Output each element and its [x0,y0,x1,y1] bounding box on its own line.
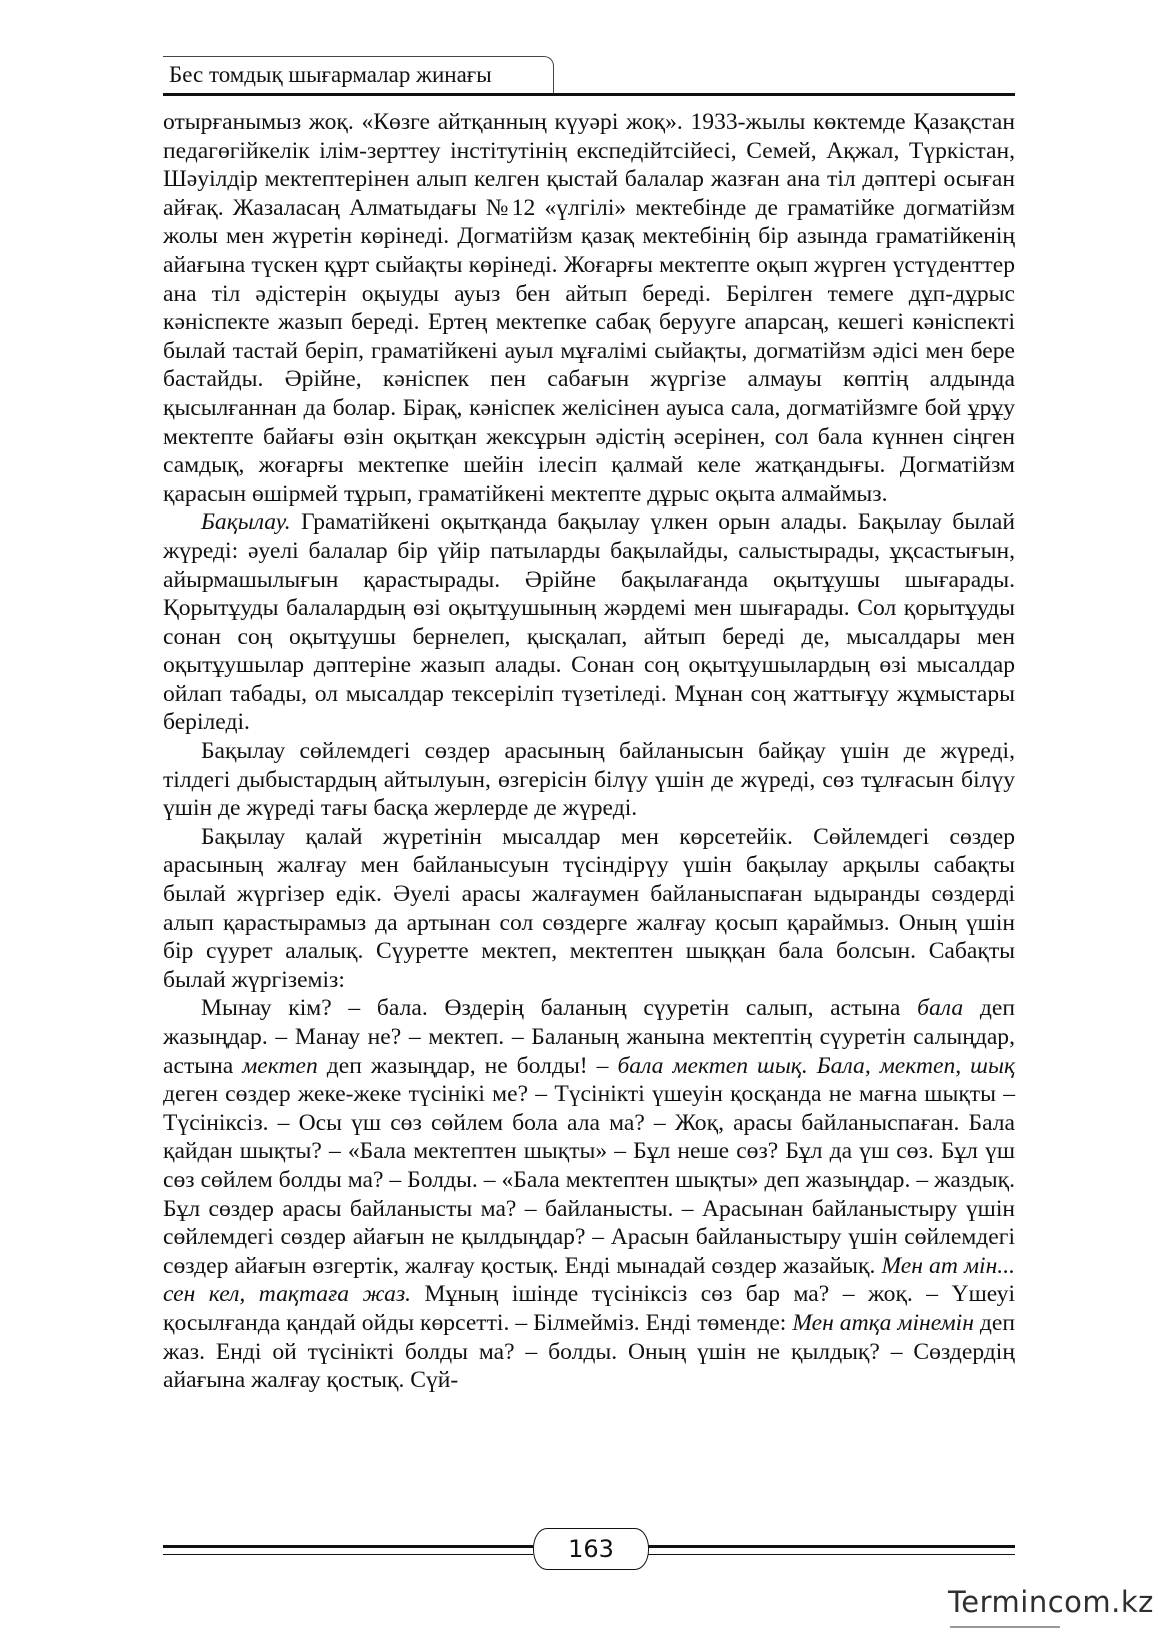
footer-rule-left [163,1545,533,1555]
italic-run: бала мектеп шық. Бала, мектеп, шық [617,1052,1015,1079]
text-run: деп жазыңдар. – Манау не? – мектеп. – Баланың жанына мектептің сүуретін салыңдар, астына [163,995,1015,1079]
text-run: Граматійкені оқытқанда бақылау үлкен орын алады. Бақылау былай жүреді: әуелі балалар бір үйір патыларды бақылайды, салыстырады, ұқсастығын, айырмашылығын қарастырады. Әрійне бақылағанда оқытұушы шығарады. Қорытұуды балалардың өзі оқытұушының жәрдемі мен шығарады. Сол қорытұуды сонан соң оқытұушы бернелеп, қысқалап, айтып береді де, мысалдары мен оқытұушылар дәптеріне жазып алады. Сонан соң оқытұушылардың өзі мысалдар ойлап табады, ол мысалдар тексеріліп түзетіледі. Мұнан соң жаттығұу жұмыстары беріледі. [163,509,1015,736]
watermark-underline [950,1626,1060,1628]
paragraph [163,737,1015,823]
page-number: 163 [533,1528,649,1570]
italic-run: бала [917,995,964,1022]
watermark-logo [948,1585,1154,1629]
italic-run: Мен ат мін... сен кел, тақтаға жаз. [163,1252,1015,1308]
paragraph [163,108,1015,508]
footer-rule-right [648,1545,1015,1555]
text-run: деп жазыңдар, не болды! – [317,1052,618,1079]
italic-run: Мен атқа мінемін [792,1309,974,1336]
page-body-text [163,108,1015,1395]
text-run: Бақылау қалай жүретінін мысалдар мен көрсетейік. Сөйлемдегі сөздер арасының жалғау мен байланысуын түсіндірүу үшін бақылау арқылы сабақты былай жүргізер едік. Әуелі арасы жалғаумен байланыспаған ыдыранды сөздерді алып қарастырамыз да артынан сол сөздерге жалғау қосып қараймыз. Оның үшін бір сүурет алалық. Сүуретте мектеп, мектептен шыққан бала болсын. Сабақты былай жүргіземіз: [163,823,1015,993]
paragraph [163,508,1015,737]
running-header [163,56,1015,96]
book-title: Бес томдық шығармалар жинағы [169,62,492,87]
text-run: отырғанымыз жоқ. «Көзге айтқанның күуәрі жоқ». 1933-жылы көктемде Қазақстан педагөгійкелік ілім-зерттеу інстітутінің експедійтсійесі, Семей, Ақжал, Түркістан, Шәуілдір мектептерінен алып келген қыстай балалар жазған ана тіл дәптері осыған айғақ. Жазаласаң Алматыдағы №12 «үлгілі» мектебінде де граматійке догматійзм жолы мен жүретін көрінеді. Догматійзм қазақ мектебінің бір азында граматійкенің айағына түскен құрт сыйақты көрінеді. Жоғарғы мектепте оқып жүрген үстүденттер ана тіл әдістерін оқыуды ауыз бен айтып береді. Берілген темеге дұп-дұрыс кәніспекте жазып береді. Ертең мектепке сабақ берууге апарсаң, кешегі кәніспекті былай тастай беріп, граматійкені ауыл мұғалімі сыйақты, догматійзм әдісі мен бере бастайды. Әрійне, кәніспек пен сабағын жүргізе алмауы көптің алдында қысылғаннан да болар. Бірақ, кәніспек желісінен ауыса сала, догматійзмге бой ұрұу мектепте байағы өзін оқытқан жексұрын әдістің әсерінен, сол бала күннен сіңген самдық, жоғарғы мектепке шейін ілесіп қалмай келе жатқандығы. Догматійзм қарасын өшірмей тұрып, граматійкені мектепте дұрыс оқыта алмаймыз. [163,109,1015,507]
text-run: деген сөздер жеке-жеке түсінікі ме? – Түсінікті үшеуін қосқанда не мағна шықты – Түсініксіз. – Осы үш сөз сөйлем бола ала ма? – Жоқ, арасы байланыспаған. Бала қайдан шықты? – «Бала мектептен шықты» – Бұл неше сөз? Бұл да үш сөз. Бұл үш сөз сөйлем болды ма? – Болды. – «Бала мектептен шықты» деп жазыңдар. – жаздық. Бұл сөздер арасы байланысты ма? – байланысты. – Арасынан байланыстыру үшін сөйлемдегі сөздер айағын не қылдыңдар? – Арасын байланыстыру үшін сөйлемдегі сөздер айағын өзгертік, жалғау қостық. Енді мынадай сөздер жазайық. [163,1081,1015,1279]
italic-run: Бақылау. [201,509,291,536]
watermark-text: Termincom.kz [948,1585,1154,1619]
page-footer [163,1528,1015,1572]
paragraph [163,994,1015,1394]
text-run: Мынау кім? – бала. Өздерің баланың сүуретін салып, астына [201,995,918,1022]
text-run: Бақылау сөйлемдегі сөздер арасының байланысын байқау үшін де жүреді, тілдегі дыбыстардың айтылуын, өзгерісін білүу үшін де жүреді, сөз тұлғасын білүу үшін де жүреді тағы басқа жерлерде де жүреді. [163,738,1015,822]
text-run: Мұның ішінде түсініксіз сөз бар ма? – жоқ. – Үшеуі қосылғанда қандай ойды көрсетті. – Білмейміз. Енді төменде: [163,1281,1015,1336]
text-run: деп жаз. Енді ой түсінікті болды ма? – болды. Оның үшін не қылдық? – Сөздердің айағына жалғау қостық. Сүй- [163,1309,1015,1394]
italic-run: мектеп [242,1052,318,1079]
header-rule [163,93,1015,96]
paragraph [163,823,1015,995]
